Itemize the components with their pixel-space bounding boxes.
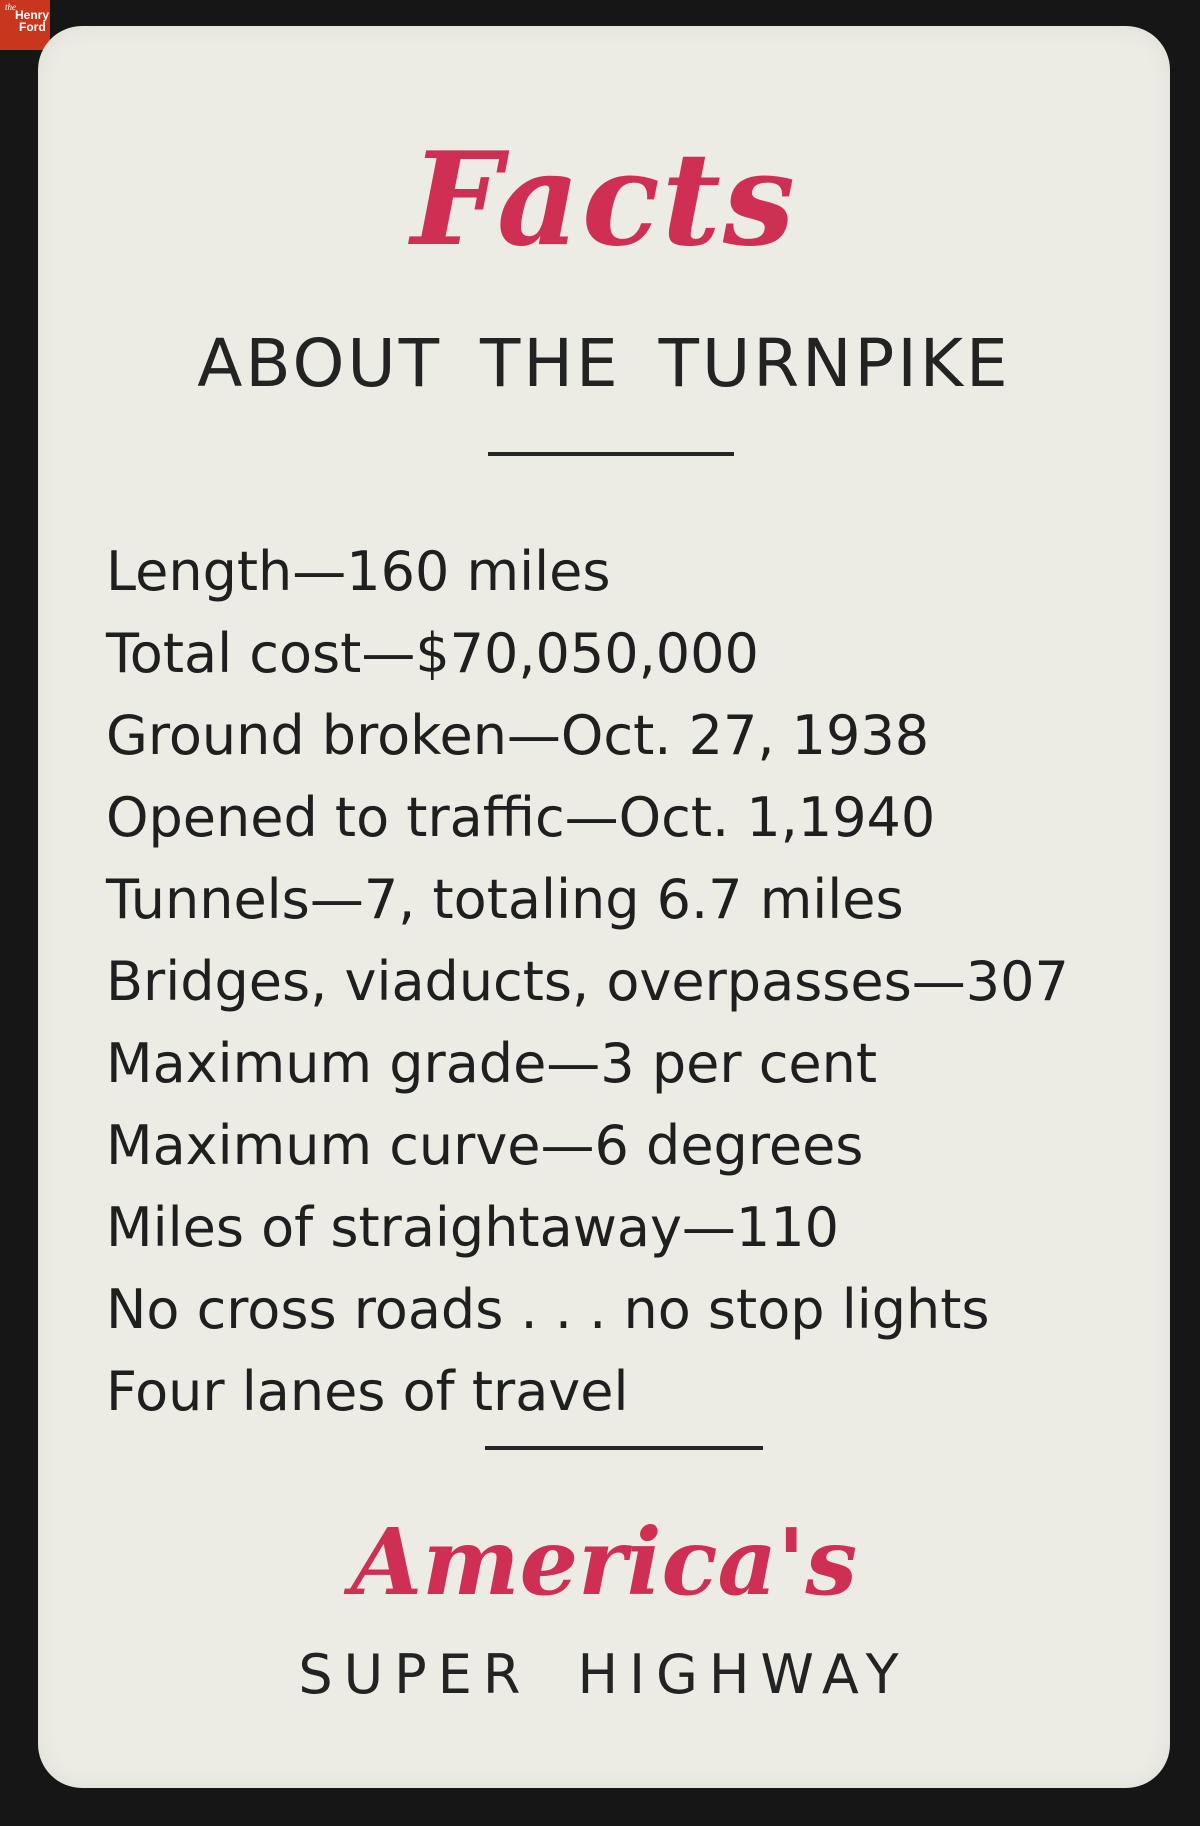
fact-item-total-cost: Total cost—$70,050,000 xyxy=(106,622,759,685)
card-title: Facts xyxy=(411,125,797,275)
fact-item-straightaway: Miles of straightaway—110 xyxy=(106,1196,839,1259)
logo-line-2: Henry xyxy=(15,8,50,22)
logo-line-3: Ford xyxy=(19,20,46,34)
fact-item-max-curve: Maximum curve—6 degrees xyxy=(106,1114,864,1177)
divider-bottom xyxy=(485,1446,763,1450)
facts-list xyxy=(106,531,1156,1433)
fact-item-no-cross-roads: No cross roads . . . no stop lights xyxy=(106,1278,990,1341)
henry-ford-logo xyxy=(0,0,50,50)
divider-top xyxy=(488,452,734,456)
fact-item-bridges: Bridges, viaducts, overpasses—307 xyxy=(106,950,1069,1013)
fact-item-four-lanes: Four lanes of travel xyxy=(106,1360,629,1423)
fact-item-length: Length—160 miles xyxy=(106,540,611,603)
brand-subtitle: SUPER HIGHWAY xyxy=(298,1643,910,1706)
brand-script: America's xyxy=(350,1508,858,1616)
fact-item-opened: Opened to traffic—Oct. 1,1940 xyxy=(106,786,936,849)
facts-card xyxy=(38,26,1170,1788)
fact-item-ground-broken: Ground broken—Oct. 27, 1938 xyxy=(106,704,930,767)
card-subtitle: ABOUT THE TURNPIKE xyxy=(197,325,1011,402)
fact-item-max-grade: Maximum grade—3 per cent xyxy=(106,1032,878,1095)
fact-item-tunnels: Tunnels—7, totaling 6.7 miles xyxy=(106,868,904,931)
logo-line-1: the xyxy=(5,2,16,12)
